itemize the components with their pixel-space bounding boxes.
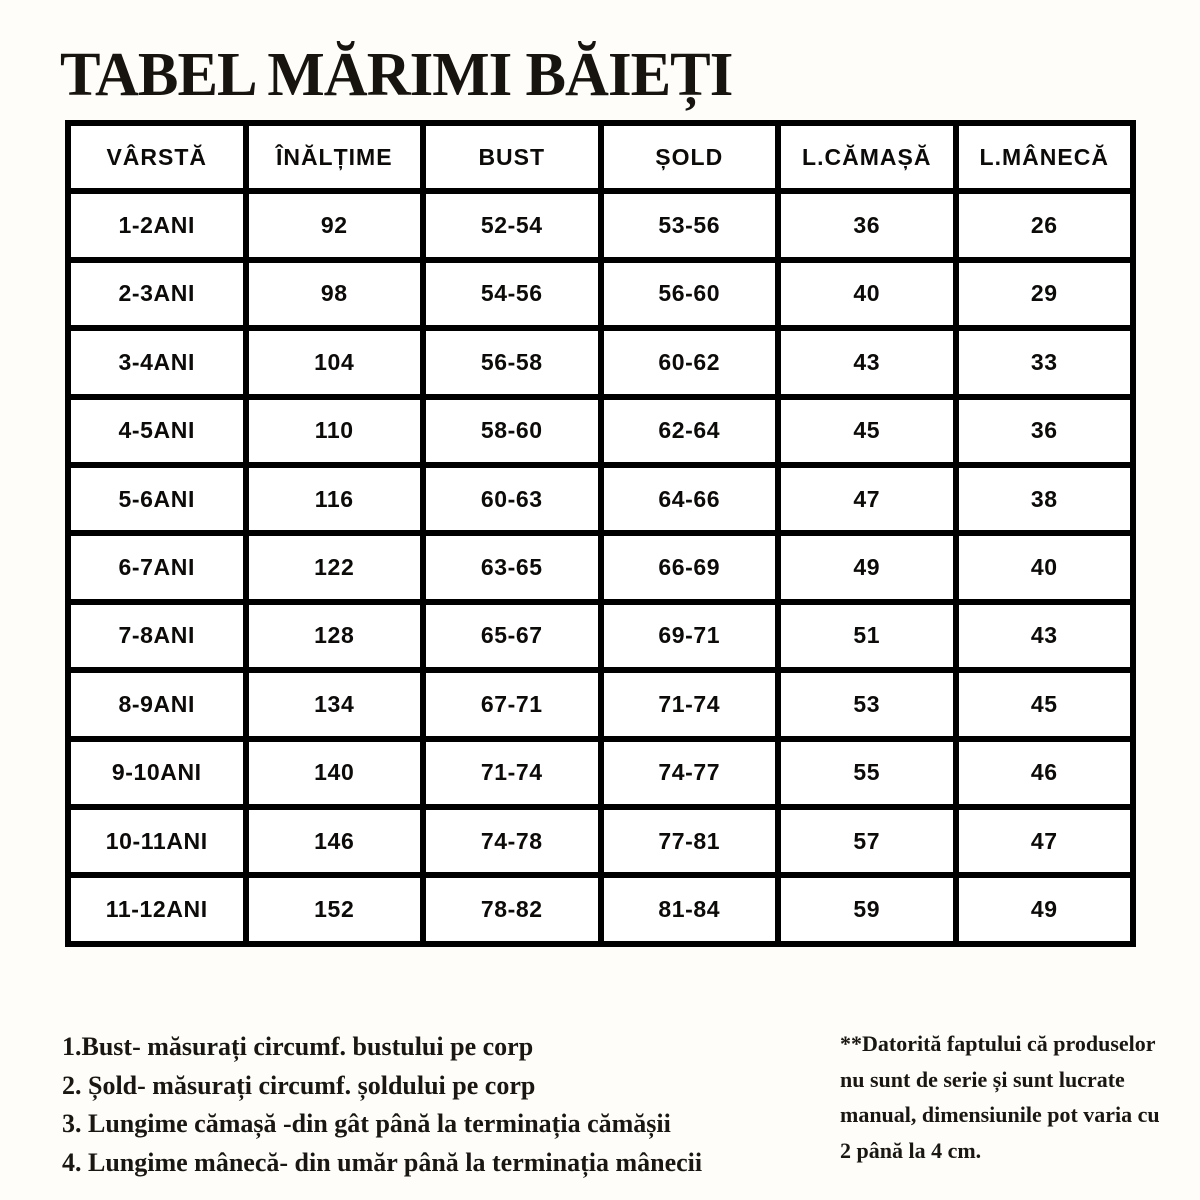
cell-hip: 53-56 — [601, 191, 779, 259]
table-row — [68, 875, 1133, 943]
cell-height: 98 — [246, 260, 424, 328]
header-cell-inaltime: ÎNĂLȚIME — [246, 123, 424, 191]
cell-shirt: 43 — [778, 328, 956, 396]
cell-bust: 74-78 — [423, 807, 601, 875]
note-bust: 1.Bust- măsurați circumf. bustului pe corp — [62, 1032, 534, 1061]
cell-shirt: 45 — [778, 397, 956, 465]
size-table-body — [68, 191, 1133, 943]
table-row — [68, 465, 1133, 533]
cell-age: 5-6ANI — [68, 465, 246, 533]
table-row — [68, 670, 1133, 738]
cell-hip: 60-62 — [601, 328, 779, 396]
cell-hip: 64-66 — [601, 465, 779, 533]
cell-height: 104 — [246, 328, 424, 396]
note-camasa: 3. Lungime cămașă -din gât până la terminația cămășii — [62, 1109, 671, 1138]
table-row — [68, 260, 1133, 328]
cell-shirt: 57 — [778, 807, 956, 875]
size-table — [65, 120, 1136, 947]
cell-height: 128 — [246, 602, 424, 670]
cell-sleeve: 43 — [956, 602, 1134, 670]
cell-bust: 56-58 — [423, 328, 601, 396]
cell-bust: 58-60 — [423, 397, 601, 465]
measurement-notes — [62, 1028, 802, 1182]
cell-height: 140 — [246, 739, 424, 807]
cell-shirt: 55 — [778, 739, 956, 807]
cell-bust: 63-65 — [423, 533, 601, 601]
cell-bust: 71-74 — [423, 739, 601, 807]
cell-hip: 69-71 — [601, 602, 779, 670]
cell-bust: 78-82 — [423, 875, 601, 943]
cell-sleeve: 47 — [956, 807, 1134, 875]
header-cell-sold: ȘOLD — [601, 123, 779, 191]
cell-age: 1-2ANI — [68, 191, 246, 259]
cell-shirt: 51 — [778, 602, 956, 670]
cell-hip: 66-69 — [601, 533, 779, 601]
cell-sleeve: 49 — [956, 875, 1134, 943]
cell-sleeve: 46 — [956, 739, 1134, 807]
header-cell-varsta: VÂRSTĂ — [68, 123, 246, 191]
cell-age: 9-10ANI — [68, 739, 246, 807]
cell-sleeve: 40 — [956, 533, 1134, 601]
note-sold: 2. Șold- măsurați circumf. șoldului pe corp — [62, 1070, 536, 1100]
table-row — [68, 739, 1133, 807]
cell-sleeve: 38 — [956, 465, 1134, 533]
cell-hip: 77-81 — [601, 807, 779, 875]
cell-hip: 71-74 — [601, 670, 779, 738]
cell-hip: 81-84 — [601, 875, 779, 943]
header-cell-lcamasa: L.CĂMAȘĂ — [778, 123, 956, 191]
cell-age: 8-9ANI — [68, 670, 246, 738]
cell-height: 152 — [246, 875, 424, 943]
cell-sleeve: 45 — [956, 670, 1134, 738]
cell-height: 116 — [246, 465, 424, 533]
cell-height: 92 — [246, 191, 424, 259]
table-row — [68, 602, 1133, 670]
cell-shirt: 59 — [778, 875, 956, 943]
cell-sleeve: 26 — [956, 191, 1134, 259]
cell-bust: 52-54 — [423, 191, 601, 259]
note-maneca: 4. Lungime mânecă- din umăr până la terminația mânecii — [62, 1147, 703, 1177]
cell-shirt: 36 — [778, 191, 956, 259]
cell-age: 11-12ANI — [68, 875, 246, 943]
cell-height: 110 — [246, 397, 424, 465]
table-row — [68, 533, 1133, 601]
cell-shirt: 49 — [778, 533, 956, 601]
cell-bust: 54-56 — [423, 260, 601, 328]
cell-age: 2-3ANI — [68, 260, 246, 328]
header-cell-bust: BUST — [423, 123, 601, 191]
cell-age: 3-4ANI — [68, 328, 246, 396]
table-row — [68, 191, 1133, 259]
cell-shirt: 40 — [778, 260, 956, 328]
cell-bust: 60-63 — [423, 465, 601, 533]
cell-hip: 62-64 — [601, 397, 779, 465]
cell-age: 7-8ANI — [68, 602, 246, 670]
page-title: TABEL MĂRIMI BĂIEȚI — [60, 41, 733, 109]
cell-shirt: 47 — [778, 465, 956, 533]
handmade-disclaimer: **Datorită faptului că produselor nu sunt de serie și sunt lucrate manual, dimensiunile pot varia cu 2 până la 4 cm. — [840, 1031, 1160, 1163]
cell-sleeve: 36 — [956, 397, 1134, 465]
cell-height: 134 — [246, 670, 424, 738]
cell-sleeve: 33 — [956, 328, 1134, 396]
cell-height: 122 — [246, 533, 424, 601]
cell-sleeve: 29 — [956, 260, 1134, 328]
table-row — [68, 807, 1133, 875]
header-cell-lmaneca: L.MÂNECĂ — [956, 123, 1134, 191]
cell-height: 146 — [246, 807, 424, 875]
cell-bust: 67-71 — [423, 670, 601, 738]
size-table-header — [68, 123, 1133, 191]
cell-bust: 65-67 — [423, 602, 601, 670]
cell-hip: 56-60 — [601, 260, 779, 328]
cell-shirt: 53 — [778, 670, 956, 738]
header-row — [68, 123, 1133, 191]
table-row — [68, 397, 1133, 465]
cell-age: 6-7ANI — [68, 533, 246, 601]
cell-hip: 74-77 — [601, 739, 779, 807]
table-row — [68, 328, 1133, 396]
cell-age: 4-5ANI — [68, 397, 246, 465]
cell-age: 10-11ANI — [68, 807, 246, 875]
